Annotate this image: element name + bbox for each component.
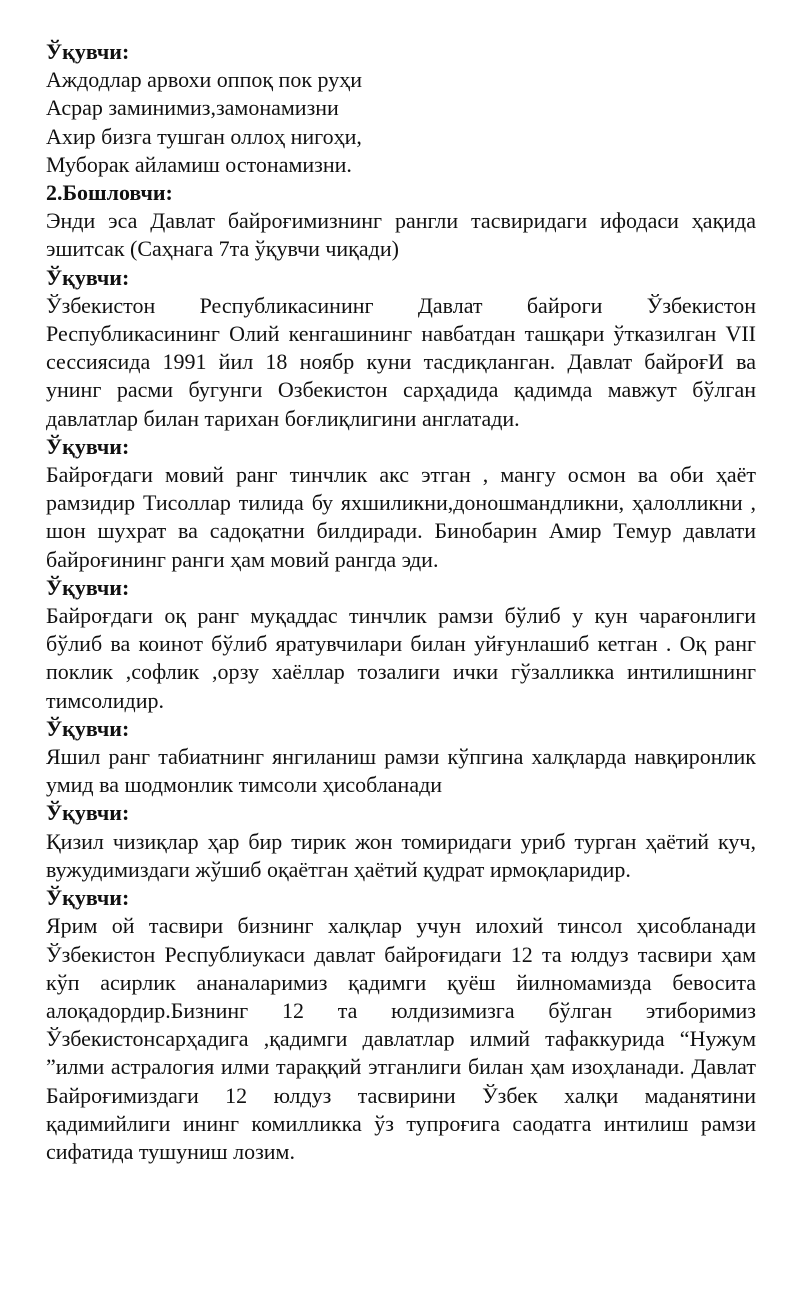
speaker-label: Ўқувчи: xyxy=(46,433,130,459)
verse-line: Асрар заминимиз,замонамизни xyxy=(46,95,339,121)
paragraph: Энди эса Давлат байроғимизнинг рангли тасвиридаги ифодаси ҳақида эшитсак (Саҳнага 7та ўқувчи чиқади) xyxy=(46,208,756,262)
paragraph: Ўзбекистон Республикасининг Давлат байроги Ўзбекистон Республикасининг Олий кенгашининг навбатдан ташқари ўтказилган VII сессиясида 1991 йил 18 ноябр куни тасдиқланган. Давлат байроғИ ва унинг расми бугунги Озбекистон сарҳадида қадимда мавжут бўлган давлатлар билан тарихан боғлиқлигини англатади. xyxy=(46,292,756,431)
paragraph: Ярим ой тасвири бизнинг халқлар учун илохий тинсол ҳисобланади Ўзбекистон Республиукаси давлат байроғидаги 12 та юлдуз тасвири ҳам кўп асирлик ананаларимиз қадимги қуёш йилномамизда бевосита алоқадордир.Бизнинг 12 та юлдизимизга бўлган этиборимиз Ўзбекистонсарҳадига ,қадимги давлатлар илмий тафаккурида “Нужум ”илми астралогия илми тараққий этганлиги билан ҳам изоҳланади. Давлат Байроғимиздаги 12 юлдуз тасвирини Ўзбек халқи маданятини қадимийлиги ининг комилликка ўз тупроғига саодатга интилиш рамзи сифатида тушуниш лозим. xyxy=(46,913,756,1164)
speaker-label: 2.Бошловчи: xyxy=(46,180,173,206)
paragraph: Байроғдаги мовий ранг тинчлик акс этган , мангу осмон ва оби ҳаёт рамзидир Тисоллар тилида бу яхшиликни,доношмандликни, ҳалолликни , шон шухрат ва садоқатни билдиради. Бинобарин Амир Темур давлати байроғининг ранги ҳам мовий рангда эди. xyxy=(46,462,756,572)
document-body xyxy=(46,38,756,1166)
paragraph: Байроғдаги оқ ранг муқаддас тинчлик рамзи бўлиб у кун чарағонлиги бўлиб ва коинот бўлиб яратувчилари билан уйғунлашиб кетган . Оқ ранг поклик ,софлик ,орзу хаёллар тозалиги ички гўзалликка интилишнинг тимсолидир. xyxy=(46,603,756,713)
verse-line: Муборак айламиш остонамизни. xyxy=(46,151,352,177)
speaker-label: Ўқувчи: xyxy=(46,264,130,290)
speaker-label: Ўқувчи: xyxy=(46,574,130,600)
speaker-label: Ўқувчи: xyxy=(46,800,130,826)
verse xyxy=(46,66,756,179)
speaker-label: Ўқувчи: xyxy=(46,715,130,741)
verse-line: Ахир бизга тушган оллоҳ нигоҳи, xyxy=(46,123,362,149)
verse-line: Аждодлар арвохи оппоқ пок руҳи xyxy=(46,67,362,93)
speaker-label: Ўқувчи: xyxy=(46,39,130,64)
speaker-label: Ўқувчи: xyxy=(46,885,130,911)
paragraph: Яшил ранг табиатнинг янгиланиш рамзи кўпгина халқларда навқиронлик умид ва шодмонлик тимсоли ҳисобланади xyxy=(46,744,756,798)
paragraph: Қизил чизиқлар ҳар бир тирик жон томиридаги уриб турган ҳаётий куч, вужудимиздаги жўшиб оқаётган ҳаётий қудрат ирмоқларидир. xyxy=(46,828,756,882)
